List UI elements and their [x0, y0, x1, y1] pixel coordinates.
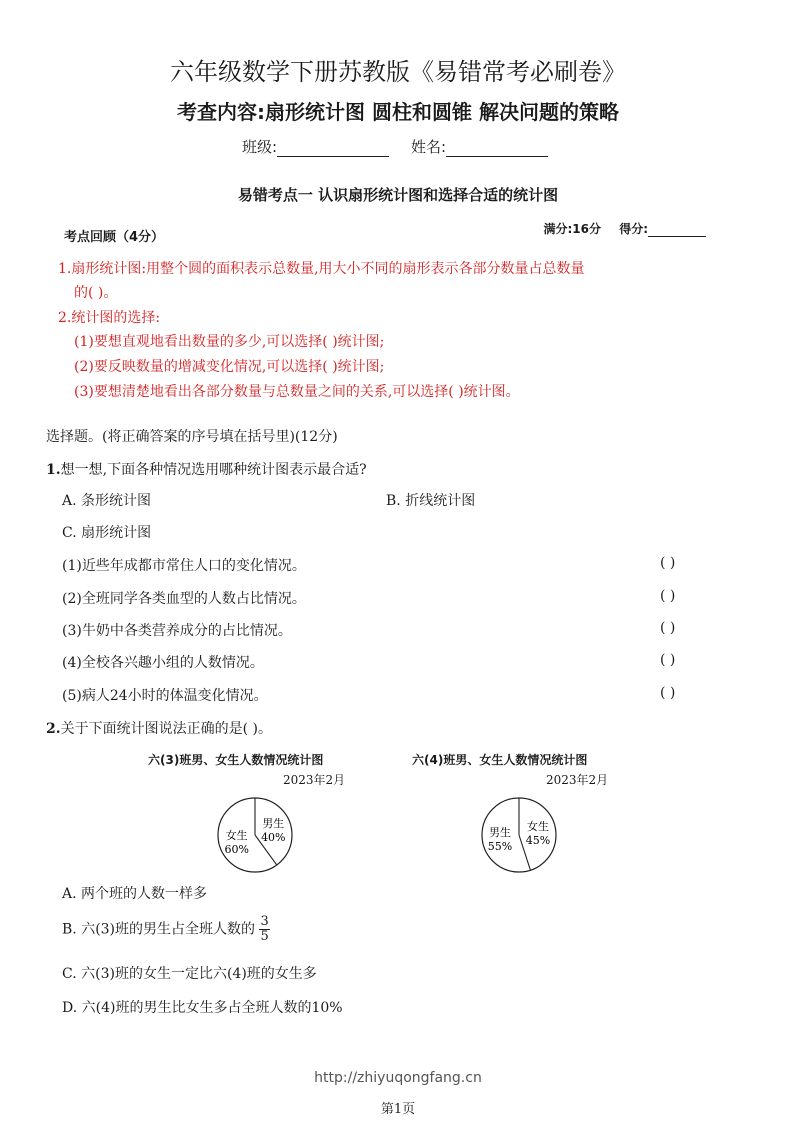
pie-slice-value: 55% [487, 840, 513, 854]
name-blank [446, 140, 548, 157]
question-stem: 关于下面统计图说法正确的是( )。 [60, 721, 272, 737]
pie-slice-value: 45% [525, 833, 551, 847]
question-2 [46, 718, 272, 738]
q2-option-d: D. 六(4)班的男生比女生多占全班人数的10% [62, 1000, 343, 1016]
pie-slice-label: 女生 [527, 819, 550, 833]
class-blank [277, 140, 389, 157]
question-number: 2. [46, 721, 61, 737]
answer-blank[interactable]: ( ) [660, 652, 676, 668]
review-item: (3)要想清楚地看出各部分数量与总数量之间的关系,可以选择( )统计图。 [74, 384, 520, 400]
pie-chart-2 [474, 790, 564, 880]
q1-option-a: A. 条形统计图 [62, 493, 152, 509]
answer-blank[interactable]: ( ) [660, 685, 676, 701]
class-label: 班级: [242, 138, 278, 156]
pie-slice-value: 60% [224, 842, 249, 856]
answer-blank[interactable]: ( ) [660, 620, 676, 636]
q2-option-a: A. 两个班的人数一样多 [62, 886, 208, 902]
choice-intro: 选择题。(将正确答案的序号填在括号里)(12分) [46, 429, 338, 445]
pie-slice-label: 女生 [225, 828, 248, 842]
q2-option-b [62, 915, 270, 944]
pie-slice-label: 男生 [488, 826, 511, 840]
question-stem: 想一想,下面各种情况选用哪种统计图表示最合适? [60, 462, 367, 478]
fraction-denominator: 5 [260, 929, 269, 944]
pie-slice-label: 男生 [262, 817, 285, 831]
q1-item: (3)牛奶中各类营养成分的占比情况。 [62, 623, 292, 639]
page-title: 六年级数学下册苏教版《易错常考必刷卷》 [170, 58, 626, 86]
score-blank [648, 224, 706, 237]
chart-1-title: 六(3)班男、女生人数情况统计图 [148, 753, 324, 767]
class-field [242, 136, 389, 157]
page-number: 第1页 [380, 1102, 416, 1117]
q1-item: (5)病人24小时的体温变化情况。 [62, 688, 268, 704]
pie-slice-value: 40% [261, 831, 286, 845]
score-box [544, 220, 707, 237]
review-item: 的( )。 [74, 285, 118, 301]
chart-1-date: 2023年2月 [283, 773, 346, 787]
chart-2-date: 2023年2月 [546, 773, 609, 787]
score-label: 得分: [619, 222, 648, 236]
review-item: (1)要想直观地看出数量的多少,可以选择( )统计图; [74, 334, 385, 350]
q1-item: (2)全班同学各类血型的人数占比情况。 [62, 591, 306, 607]
fraction [259, 915, 269, 944]
question-number: 1. [46, 462, 61, 478]
chart-2-title: 六(4)班男、女生人数情况统计图 [412, 753, 588, 767]
q2-option-b-text: B. 六(3)班的男生占全班人数的 [62, 921, 256, 938]
q2-option-c: C. 六(3)班的女生一定比六(4)班的女生多 [62, 966, 317, 982]
q1-option-b: B. 折线统计图 [386, 493, 476, 509]
review-item: 1.扇形统计图:用整个圆的面积表示总数量,用大小不同的扇形表示各部分数量占总数量 [58, 261, 585, 277]
answer-blank[interactable]: ( ) [660, 588, 676, 604]
review-label: 考点回顾（4分） [64, 230, 165, 245]
review-item: (2)要反映数量的增减变化情况,可以选择( )统计图; [74, 359, 385, 375]
pie-chart-1 [210, 790, 300, 880]
answer-blank[interactable]: ( ) [660, 555, 676, 571]
footer-url[interactable]: http://zhiyuqongfang.cn [314, 1070, 482, 1086]
fraction-numerator: 3 [260, 914, 269, 929]
full-score-label: 满分:16分 [543, 222, 601, 236]
page-subtitle: 考查内容:扇形统计图 圆柱和圆锥 解决问题的策略 [177, 100, 619, 124]
question-1 [46, 459, 367, 479]
name-field [411, 136, 548, 157]
q1-item: (4)全校各兴趣小组的人数情况。 [62, 655, 264, 671]
review-item: 2.统计图的选择: [58, 310, 161, 326]
name-label: 姓名: [411, 138, 447, 156]
section-title: 易错考点一 认识扇形统计图和选择合适的统计图 [237, 186, 559, 204]
q1-item: (1)近些年成都市常住人口的变化情况。 [62, 558, 306, 574]
q1-option-c: C. 扇形统计图 [62, 525, 152, 541]
